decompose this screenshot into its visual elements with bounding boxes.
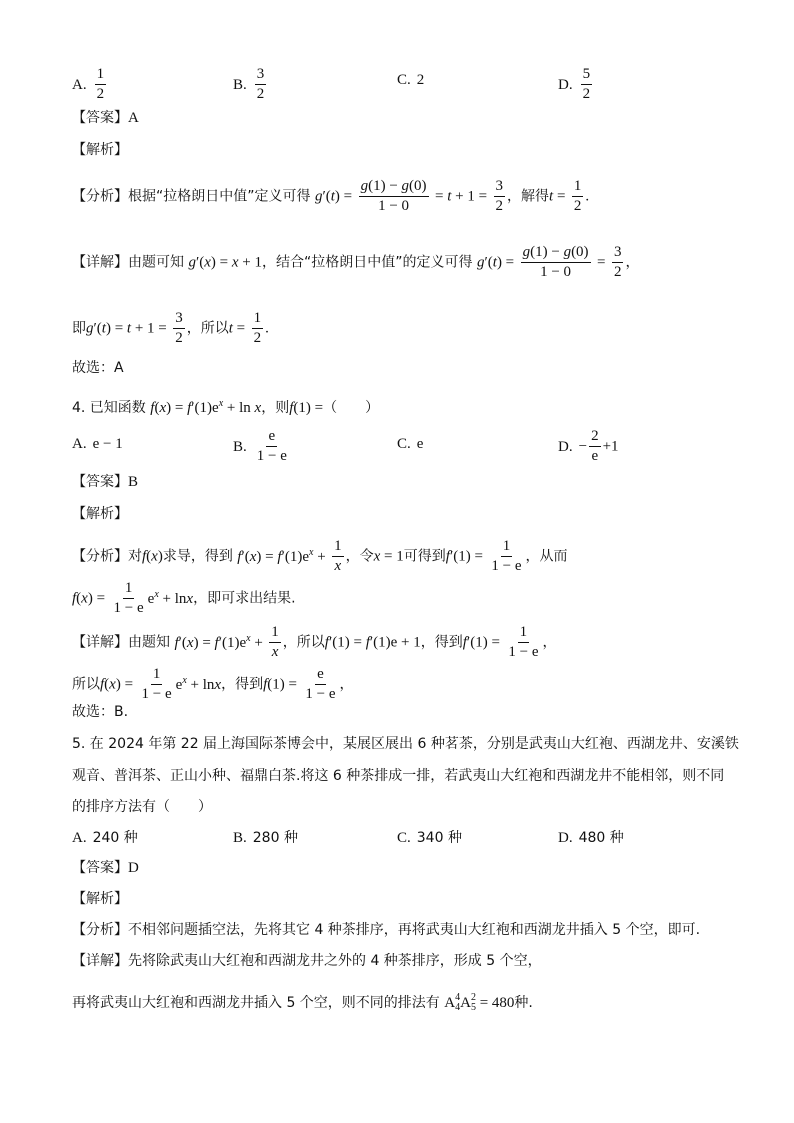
- q3-analysis-heading: 【解析】: [72, 142, 128, 158]
- q4-stem: 4. 已知函数 $f(x) = f'(1)e^x + \ln x$，则f(1) =（ ）: [72, 398, 380, 416]
- q5-fenxi: 【分析】不相邻问题插空法，先将其它 4 种茶排序，再将武夷山大红袍和西湖龙井插入 5 个空，即可.: [72, 922, 701, 938]
- q3-option-d: D. $\frac{5}{2}$: [558, 66, 591, 102]
- q3-option-b: B. $\frac{3}{2}$: [233, 66, 265, 102]
- q3-option-c: C. 2: [397, 72, 425, 88]
- q5-option-a: A. 240 种: [72, 830, 138, 846]
- q3-option-d-fraction: $\frac{5}{2}$: [582, 66, 591, 102]
- q3-detail: 【详解】由题可知 g′(x) = x + 1，结合“拉格朗日中值”的定义可得 g′(t) = $\frac{g(1) - g(0)}{1 - 0}$ = $\frac{3}{2}$ ，: [72, 244, 640, 280]
- q5-stem-line-3: 的排序方法有（ ）: [72, 799, 212, 815]
- q4-option-b-fraction: $\frac{e}{1 - e}$: [256, 428, 287, 464]
- q4-analysis-heading: 【解析】: [72, 506, 128, 522]
- q4-detail-cont: 所以f(x) = $\frac{1}{1 - e}$ $e^x + \ln x$，得到f(1) = $\frac{e}{1 - e}$ ，: [72, 666, 354, 702]
- q4-detail: 【详解】由题知 $f'(x) = f'(1)e^x$ + $\frac{1}{x}$ ，所以f′(1) = f′(1)e + 1，得到f′(1) = $\frac{1}{1 - e}$ ，: [72, 624, 557, 660]
- q5-detail: 【详解】先将除武夷山大红袍和西湖龙井之外的 4 种茶排序，形成 5 个空，: [72, 953, 542, 969]
- q3-detail-conclusion: 即g′(t) = t + 1 = $\frac{3}{2}$ ，所以t = $\frac{1}{2}$ .: [72, 310, 269, 346]
- q4-choose: 故选：B.: [72, 704, 129, 720]
- q5-option-b: B. 280 种: [233, 830, 298, 846]
- q4-option-d: D. − $\frac{2}{e}$ +1: [558, 428, 619, 464]
- q3-option-a-fraction: $\frac{1}{2}$: [96, 66, 105, 102]
- q4-option-a: A. e − 1: [72, 436, 123, 452]
- q5-stem-line-1: 5. 在 2024 年第 22 届上海国际茶博会中，某展区展出 6 种茗茶，分别是武夷山大红袍、西湖龙井、安溪铁: [72, 736, 739, 752]
- q4-option-b: B. $\frac{e}{1 - e}$: [233, 428, 287, 464]
- q5-option-d: D. 480 种: [558, 830, 624, 846]
- q3-option-a: A. $\frac{1}{2}$: [72, 66, 105, 102]
- q5-stem-line-2: 观音、普洱茶、正山小种、福鼎白茶.将这 6 种茶排成一排，若武夷山大红袍和西湖龙井不能相邻，则不同: [72, 768, 725, 784]
- q4-option-c: C. e: [397, 436, 424, 452]
- q4-fenxi-cont: f(x) = $\frac{1}{1 - e}$ $e^x + \ln x$，即可求出结果.: [72, 580, 296, 616]
- q5-analysis-heading: 【解析】: [72, 891, 128, 907]
- q5-option-c: C. 340 种: [397, 830, 462, 846]
- q4-fenxi: 【分析】对f(x)求导，得到 $f'(x) = f'(1)e^x$ + $\frac{1}{x}$ ，令x = 1可得到f′(1) = $\frac{1}{1 - e}$ ，从而: [72, 538, 568, 574]
- q5-answer: 【答案】D: [72, 860, 139, 876]
- q4-answer: 【答案】B: [72, 474, 139, 490]
- q3-answer: 【答案】A: [72, 110, 139, 126]
- q3-option-b-fraction: $\frac{3}{2}$: [256, 66, 265, 102]
- q4-option-d-fraction: $\frac{2}{e}$: [591, 428, 599, 464]
- q5-detail-cont: 再将武夷山大红袍和西湖龙井插入 5 个空，则不同的排法有 $A^4_4A^2_5 = 480$种.: [72, 992, 533, 1013]
- q3-fenxi: 【分析】根据“拉格朗日中值”定义可得 g′(t) = $\frac{g(1) - g(0)}{1 - 0}$ = t + 1 = $\frac{3}{2}$ ，解得t = $\frac{1}{2}$ .: [72, 178, 590, 214]
- q3-choose: 故选：A: [72, 360, 124, 376]
